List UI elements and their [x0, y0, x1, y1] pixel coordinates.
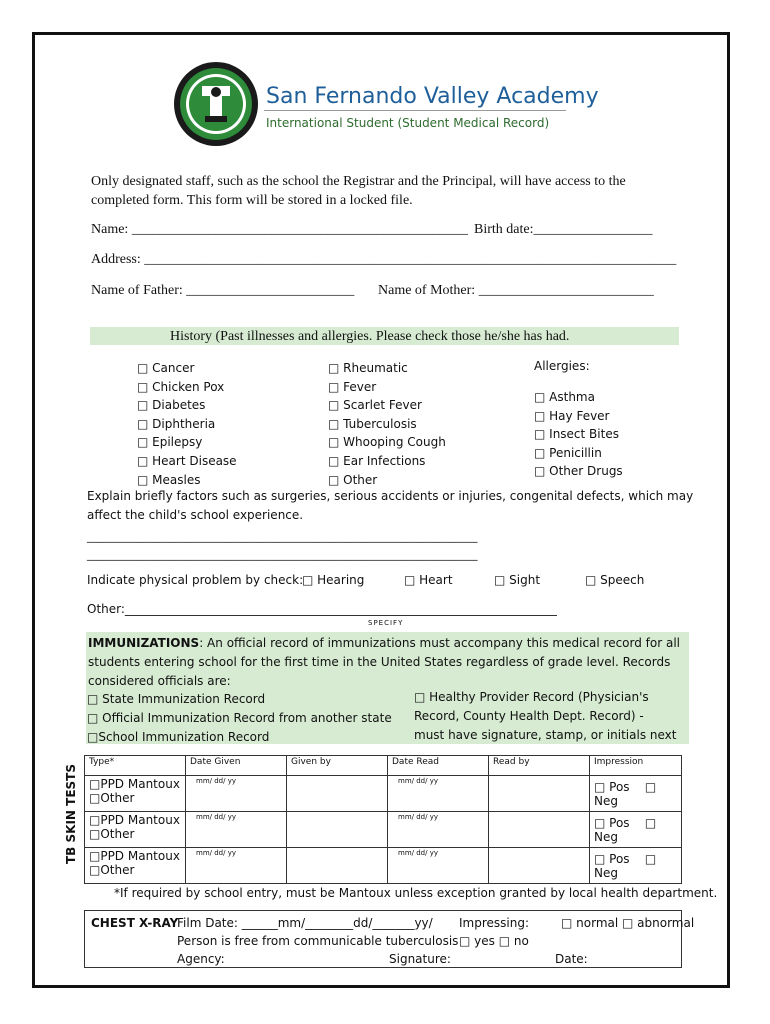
checkbox-epilepsy[interactable]: □ Epilepsy — [137, 435, 203, 450]
impression-cell — [590, 776, 682, 812]
checkbox-state-immunization[interactable]: □ State Immunization Record — [87, 692, 266, 706]
checkbox-pos[interactable]: □ Pos — [594, 779, 630, 794]
checkbox-ppd-mantoux[interactable]: □PPD Mantoux — [89, 777, 180, 791]
history-title: History (Past illnesses and allergies. Please check those he/she has had. — [170, 329, 570, 344]
checkbox-ear-infections[interactable]: □ Ear Infections — [328, 453, 426, 468]
checkbox-pos[interactable]: □ Pos — [594, 851, 630, 866]
chest-xray-box — [84, 910, 695, 968]
read-by-cell[interactable] — [489, 776, 590, 812]
checkbox-ppd-mantoux[interactable]: □PPD Mantoux — [89, 813, 180, 827]
immunization-left-options — [87, 690, 392, 747]
given-by-cell[interactable] — [287, 812, 388, 848]
checkbox-other-test[interactable]: □Other — [89, 791, 135, 805]
checkbox-school-immunization[interactable]: □School Immunization Record — [87, 730, 270, 744]
checkbox-speech[interactable]: □ Speech — [585, 573, 645, 587]
father-name-field[interactable]: Name of Father: ________________________ — [91, 283, 355, 298]
checkbox-chicken-pox[interactable]: □ Chicken Pox — [137, 379, 225, 394]
header-type: Type* — [85, 756, 186, 776]
checkbox-ppd-mantoux[interactable]: □PPD Mantoux — [89, 849, 180, 863]
checkbox-heart[interactable]: □ Heart — [404, 573, 453, 587]
healthy-provider-line-3: must have signature, stamp, or initials next — [414, 728, 677, 742]
film-date-field[interactable]: Film Date: ______mm/________dd/_______yy/ — [177, 916, 433, 930]
signature-field[interactable]: Signature: — [389, 952, 451, 966]
impressing-label: Impressing: — [459, 916, 530, 930]
type-cell — [85, 776, 186, 812]
specify-label: SPECIFY — [368, 619, 404, 627]
header-date-given: Date Given — [186, 756, 287, 776]
immunizations-line-3: considered officials are: — [88, 674, 231, 688]
normal-abnormal-checkboxes[interactable]: □ normal □ abnormal — [561, 916, 695, 930]
address-field[interactable]: Address: ____________________________________________________________________________ — [91, 252, 677, 267]
date-read-cell[interactable]: mm/ dd/ yy — [388, 776, 489, 812]
checkbox-rheumatic[interactable]: □ Rheumatic — [328, 361, 408, 375]
explain-line-1: Explain briefly factors such as surgeries, serious accidents or injuries, congenital defects, which may — [87, 489, 694, 503]
checkbox-hay-fever[interactable]: □ Hay Fever — [534, 408, 610, 423]
checkbox-insect-bites[interactable]: □ Insect Bites — [534, 427, 619, 442]
school-name: San Fernando Valley Academy — [266, 84, 599, 109]
table-header-row — [85, 756, 682, 776]
table-row — [85, 848, 682, 884]
checkbox-tuberculosis[interactable]: □ Tuberculosis — [328, 416, 417, 431]
history-col-1 — [137, 359, 237, 489]
tb-footnote: *If required by school entry, must be Mantoux unless exception granted by local health department. — [114, 886, 718, 900]
tb-skin-tests-label: TB SKIN TESTS — [64, 764, 78, 864]
checkbox-whooping-cough[interactable]: □ Whooping Cough — [328, 435, 446, 450]
date-read-cell[interactable]: mm/ dd/ yy — [388, 848, 489, 884]
checkbox-neg[interactable]: □ Neg — [594, 851, 657, 880]
table-row — [85, 812, 682, 848]
date-given-cell[interactable]: mm/ dd/ yy — [186, 812, 287, 848]
checkbox-fever[interactable]: □ Fever — [328, 379, 377, 394]
checkbox-hearing[interactable]: □ Hearing — [302, 573, 365, 587]
checkbox-diabetes[interactable]: □ Diabetes — [137, 398, 206, 413]
allergies-label: Allergies: — [534, 359, 590, 373]
xray-date-field[interactable]: Date: — [555, 952, 588, 966]
tb-free-label: Person is free from communicable tuberculosis — [177, 934, 459, 948]
mother-name-field[interactable]: Name of Mother: _________________________ — [378, 283, 654, 298]
agency-field[interactable]: Agency: — [177, 952, 225, 966]
immunizations-text — [88, 634, 680, 691]
form-subtitle: International Student (Student Medical Record) — [266, 116, 550, 130]
header-date-read: Date Read — [388, 756, 489, 776]
read-by-cell[interactable] — [489, 848, 590, 884]
checkbox-other-illness[interactable]: □ Other — [328, 472, 378, 487]
checkbox-scarlet-fever[interactable]: □ Scarlet Fever — [328, 398, 422, 413]
date-given-cell[interactable]: mm/ dd/ yy — [186, 776, 287, 812]
name-field[interactable]: Name: ________________________________________________ — [91, 222, 468, 237]
school-seal-logo — [172, 60, 260, 148]
checkbox-neg[interactable]: □ Neg — [594, 815, 657, 844]
header-rule — [264, 110, 566, 111]
checkbox-sight[interactable]: □ Sight — [494, 573, 541, 587]
table-row — [85, 776, 682, 812]
healthy-provider-line-2: Record, County Health Dept. Record) - — [414, 709, 644, 723]
type-cell — [85, 812, 186, 848]
given-by-cell[interactable] — [287, 848, 388, 884]
checkbox-healthy-provider[interactable]: □ Healthy Provider Record (Physician's — [414, 690, 649, 704]
checkbox-diphtheria[interactable]: □ Diphtheria — [137, 416, 216, 431]
immunizations-line-1: : An official record of immunizations must accompany this medical record for all — [199, 636, 681, 650]
physical-label: Indicate physical problem by check: — [87, 573, 304, 587]
checkbox-official-immunization[interactable]: □ Official Immunization Record from another state — [87, 711, 392, 725]
intro-line-2: completed form. This form will be stored in a locked file. — [91, 193, 413, 208]
read-by-cell[interactable] — [489, 812, 590, 848]
checkbox-other-test[interactable]: □Other — [89, 827, 135, 841]
intro-line-1: Only designated staff, such as the school the Registrar and the Principal, will have access to the — [91, 174, 626, 189]
birth-date-field[interactable]: Birth date:_________________ — [474, 222, 653, 237]
date-read-cell[interactable]: mm/ dd/ yy — [388, 812, 489, 848]
checkbox-pos[interactable]: □ Pos — [594, 815, 630, 830]
explain-line-2: affect the child's school experience. — [87, 508, 304, 522]
given-by-cell[interactable] — [287, 776, 388, 812]
explain-blank-1[interactable]: _______________________________________________________________________ — [87, 530, 478, 543]
impression-cell — [590, 812, 682, 848]
history-col-2 — [328, 359, 446, 489]
yes-no-checkboxes[interactable]: □ yes □ no — [459, 934, 529, 948]
immunizations-heading: IMMUNIZATIONS — [88, 636, 200, 650]
checkbox-other-test[interactable]: □Other — [89, 863, 135, 877]
other-physical-field[interactable]: Other:________________________________________________________________________ — [87, 602, 557, 616]
checkbox-measles[interactable]: □ Measles — [137, 472, 201, 487]
checkbox-penicillin[interactable]: □ Penicillin — [534, 445, 602, 460]
checkbox-heart-disease[interactable]: □ Heart Disease — [137, 453, 237, 468]
immunization-right-options — [414, 688, 676, 745]
header-read-by: Read by — [489, 756, 590, 776]
date-given-cell[interactable]: mm/ dd/ yy — [186, 848, 287, 884]
explain-blank-2[interactable]: _______________________________________________________________________ — [87, 548, 478, 561]
checkbox-other-drugs[interactable]: □ Other Drugs — [534, 464, 623, 479]
checkbox-asthma[interactable]: □ Asthma — [534, 390, 595, 404]
tb-skin-test-table — [84, 755, 682, 884]
history-col-3 — [534, 388, 623, 481]
type-cell — [85, 848, 186, 884]
chest-xray-label: CHEST X-RAY — [91, 916, 179, 930]
impression-cell — [590, 848, 682, 884]
header-given-by: Given by — [287, 756, 388, 776]
immunizations-line-2: students entering school for the first time in the United States regardless of grade level. Records — [88, 655, 671, 669]
checkbox-cancer[interactable]: □ Cancer — [137, 361, 195, 375]
checkbox-neg[interactable]: □ Neg — [594, 779, 657, 808]
header-impression: Impression — [590, 756, 682, 776]
